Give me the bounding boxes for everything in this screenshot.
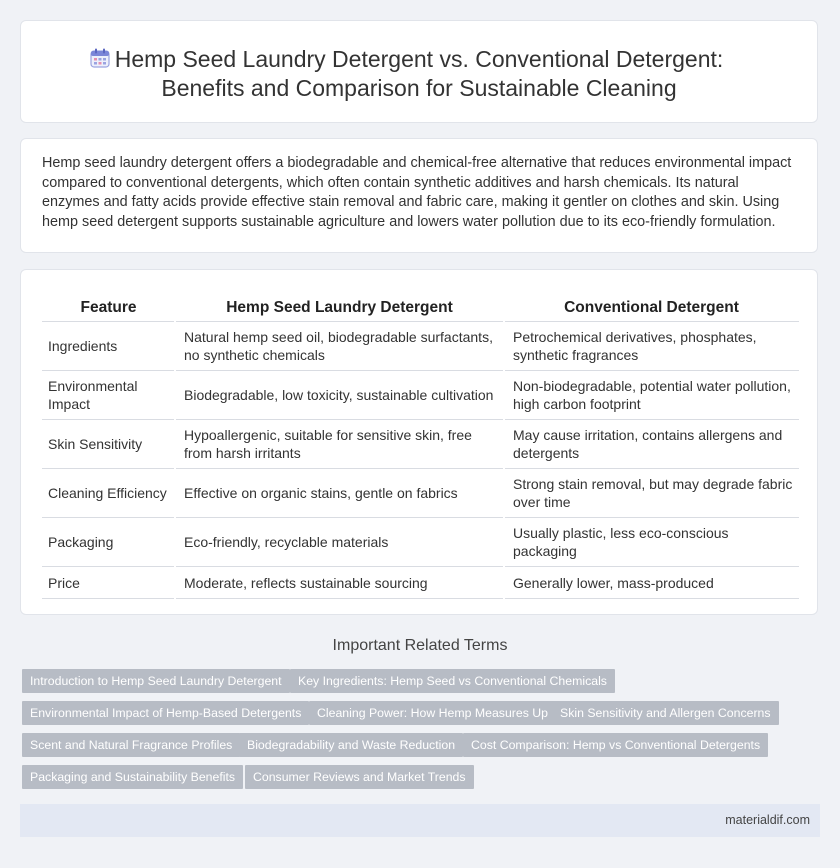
conventional-cell: Petrochemical derivatives, phosphates, synthetic fragrances <box>504 322 799 371</box>
table-header-row <box>42 295 799 322</box>
table-row <box>42 371 799 420</box>
intro-paragraph: Hemp seed laundry detergent offers a biodegradable and chemical-free alternative that reduces environmental impact compared to conventional detergents, which often contain synthetic additives and harsh chemicals. Its natural enzymes and fatty acids provide effective stain removal and fabric care, making it gentler on clothes and skin. Using hemp seed detergent supports sustainable agriculture and lowers water pollution due to its eco-friendly formulation. <box>42 155 792 230</box>
related-tag[interactable]: Consumer Reviews and Market Trends <box>245 765 474 789</box>
page-title <box>21 45 817 103</box>
comparison-table <box>42 295 799 599</box>
table-row <box>42 420 799 469</box>
feature-cell: Price <box>42 567 175 599</box>
hemp-cell: Eco-friendly, recyclable materials <box>175 518 504 567</box>
related-tag[interactable]: Cost Comparison: Hemp vs Conventional Detergents <box>463 733 768 757</box>
related-tag[interactable]: Packaging and Sustainability Benefits <box>22 765 243 789</box>
hemp-cell: Effective on organic stains, gentle on fabrics <box>175 469 504 518</box>
conventional-cell: Strong stain removal, but may degrade fabric over time <box>504 469 799 518</box>
hemp-cell: Hypoallergenic, suitable for sensitive skin, free from harsh irritants <box>175 420 504 469</box>
related-tag[interactable]: Scent and Natural Fragrance Profiles <box>22 733 240 757</box>
table-row <box>42 518 799 567</box>
related-terms-title: Important Related Terms <box>332 637 508 654</box>
conventional-cell: Generally lower, mass-produced <box>504 567 799 599</box>
related-tag[interactable]: Skin Sensitivity and Allergen Concerns <box>552 701 779 725</box>
table-row <box>42 469 799 518</box>
page-title-line2: Benefits and Comparison for Sustainable Cleaning <box>161 75 677 101</box>
hemp-cell: Moderate, reflects sustainable sourcing <box>175 567 504 599</box>
footer-site[interactable]: materialdif.com <box>725 813 810 827</box>
title-card <box>20 20 818 123</box>
header-feature: Feature <box>42 295 175 322</box>
feature-cell: Packaging <box>42 518 175 567</box>
feature-cell: Environmental Impact <box>42 371 175 420</box>
related-tag[interactable]: Environmental Impact of Hemp-Based Detergents <box>22 701 309 725</box>
related-tag[interactable]: Biodegradability and Waste Reduction <box>239 733 463 757</box>
page-title-line1: Hemp Seed Laundry Detergent vs. Conventional Detergent: <box>114 46 724 72</box>
table-row <box>42 322 799 371</box>
feature-cell: Skin Sensitivity <box>42 420 175 469</box>
conventional-cell: Non-biodegradable, potential water pollution, high carbon footprint <box>504 371 799 420</box>
footer <box>20 804 820 837</box>
hemp-cell: Natural hemp seed oil, biodegradable surfactants, no synthetic chemicals <box>175 322 504 371</box>
table-row <box>42 567 799 599</box>
hemp-cell: Biodegradable, low toxicity, sustainable cultivation <box>175 371 504 420</box>
related-tag[interactable]: Cleaning Power: How Hemp Measures Up <box>309 701 556 725</box>
intro-card <box>20 138 818 253</box>
header-hemp: Hemp Seed Laundry Detergent <box>175 295 504 322</box>
header-conventional: Conventional Detergent <box>504 295 799 322</box>
related-tag[interactable]: Key Ingredients: Hemp Seed vs Conventional Chemicals <box>290 669 615 693</box>
feature-cell: Ingredients <box>42 322 175 371</box>
comparison-card <box>20 269 818 615</box>
conventional-cell: Usually plastic, less eco-conscious packaging <box>504 518 799 567</box>
conventional-cell: May cause irritation, contains allergens and detergents <box>504 420 799 469</box>
related-tag[interactable]: Introduction to Hemp Seed Laundry Detergent <box>22 669 290 693</box>
feature-cell: Cleaning Efficiency <box>42 469 175 518</box>
